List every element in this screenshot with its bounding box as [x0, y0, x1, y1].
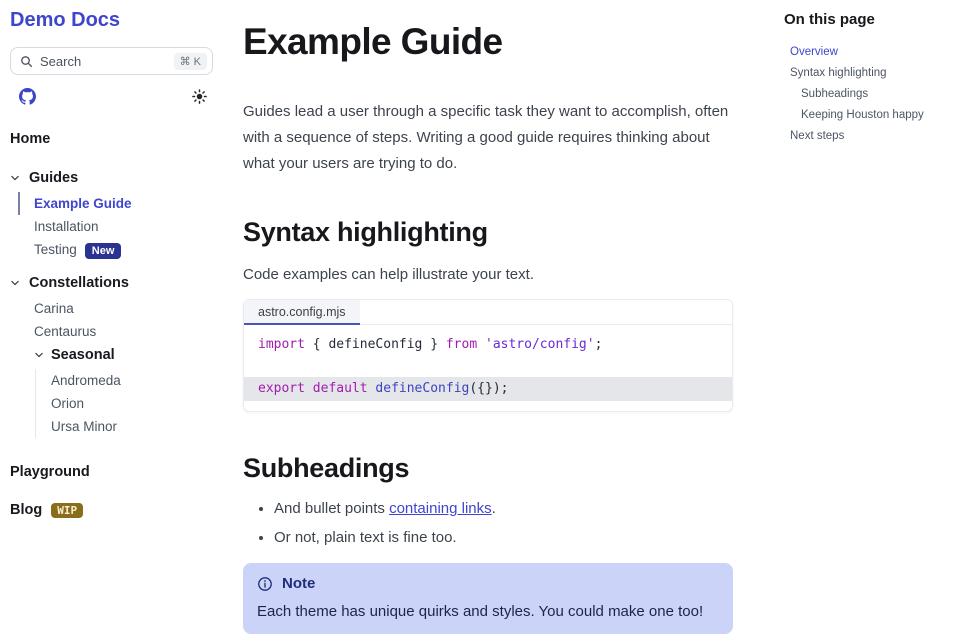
syntax-paragraph: Code examples can help illustrate your text.: [243, 266, 534, 283]
toc-item-syntax-highlighting[interactable]: Syntax highlighting: [790, 66, 887, 79]
sidebar-group-constellations-list: [18, 297, 213, 442]
sidebar-group-label: Guides: [29, 170, 79, 186]
bullet-text: And bullet points: [274, 500, 390, 517]
page-title: Example Guide: [243, 21, 503, 62]
bullet-list: [243, 500, 733, 546]
brand-link[interactable]: Demo Docs: [10, 9, 121, 31]
sidebar-item-home[interactable]: Home: [10, 131, 51, 147]
sidebar-item-testing[interactable]: [18, 238, 213, 261]
code-body: [244, 325, 732, 411]
sidebar-subgroup-seasonal: [18, 343, 213, 442]
heading-syntax-highlighting: Syntax highlighting: [243, 217, 488, 247]
search-shortcut-badge: ⌘ K: [174, 53, 207, 70]
toc-title: On this page: [784, 11, 875, 28]
code-token: ;: [594, 337, 603, 352]
info-circle-icon: [257, 576, 273, 592]
toc-item-keeping-houston-happy[interactable]: Keeping Houston happy: [801, 108, 924, 121]
chevron-down-icon: [34, 350, 44, 360]
sidebar: [0, 0, 223, 634]
sidebar-item-example-guide[interactable]: Example Guide: [18, 192, 213, 215]
sidebar-item-playground[interactable]: Playground: [10, 464, 90, 480]
sidebar-item-ursa-minor[interactable]: Ursa Minor: [51, 419, 118, 434]
note-title-row: [257, 575, 719, 592]
sidebar-group-guides[interactable]: [10, 170, 213, 186]
sidebar-item-label: Testing: [34, 242, 77, 257]
github-icon[interactable]: [19, 88, 36, 105]
chevron-down-icon: [10, 278, 20, 288]
bullet-text: .: [491, 500, 496, 517]
search-placeholder: Search: [40, 53, 82, 69]
chevron-down-icon: [10, 173, 20, 183]
code-token: default: [312, 381, 376, 396]
on-this-page-rail: [762, 0, 960, 634]
sidebar-item-blog[interactable]: [10, 502, 213, 518]
sidebar-item-andromeda[interactable]: Andromeda: [51, 373, 121, 388]
code-line-1: [244, 335, 732, 355]
wip-badge: WIP: [51, 503, 83, 518]
sidebar-icon-row: [19, 88, 207, 105]
sidebar-subgroup-label: Seasonal: [51, 347, 115, 363]
sidebar-subgroup-seasonal-list: [35, 369, 213, 438]
code-token: import: [258, 337, 313, 352]
sidebar-group-constellations[interactable]: [10, 275, 213, 291]
note-title: Note: [282, 575, 316, 592]
sidebar-item-orion[interactable]: Orion: [51, 396, 85, 411]
sidebar-subgroup-seasonal-header[interactable]: [34, 347, 213, 363]
search-icon: [20, 55, 33, 68]
code-line-3-highlighted: [244, 377, 732, 401]
search-input[interactable]: [10, 47, 213, 75]
sidebar-item-centaurus[interactable]: Centaurus: [34, 324, 97, 339]
code-block: [243, 299, 733, 412]
code-tab-bar: [244, 300, 732, 325]
sidebar-nav: [10, 131, 213, 518]
toc-item-overview[interactable]: Overview: [790, 45, 838, 58]
code-tab-astro-config[interactable]: astro.config.mjs: [244, 300, 360, 325]
sidebar-item-label: Blog: [10, 502, 43, 518]
intro-paragraph: Guides lead a user through a specific task they want to accomplish, often with a sequence of steps. Writing a good guide requires thinking about what your users are trying to do.: [243, 103, 729, 172]
code-token: 'astro/config': [485, 337, 595, 352]
code-token: from: [445, 337, 485, 352]
toc-list: [784, 41, 950, 146]
note-body: Each theme has unique quirks and styles. You could make one too!: [257, 603, 704, 620]
sidebar-group-label: Constellations: [29, 275, 129, 291]
code-token: { defineConfig }: [312, 337, 446, 352]
main-content: [223, 0, 762, 634]
code-token: defineConfig: [375, 381, 470, 396]
sidebar-item-installation[interactable]: Installation: [34, 219, 99, 234]
code-line-2: [244, 355, 732, 377]
toc-item-subheadings[interactable]: Subheadings: [801, 87, 869, 100]
new-badge: New: [85, 243, 122, 259]
heading-subheadings: Subheadings: [243, 453, 410, 483]
containing-links-link[interactable]: containing links: [389, 500, 492, 517]
sun-icon[interactable]: [192, 89, 207, 104]
toc-item-next-steps[interactable]: Next steps: [790, 129, 845, 142]
list-item: • Or not, plain text is fine too.: [274, 529, 733, 546]
sidebar-item-carina[interactable]: Carina: [34, 301, 74, 316]
code-token: export: [258, 381, 313, 396]
note-callout: [243, 563, 733, 634]
code-token: ({});: [469, 381, 509, 396]
sidebar-group-guides-list: [18, 192, 213, 261]
list-item: [274, 500, 733, 517]
